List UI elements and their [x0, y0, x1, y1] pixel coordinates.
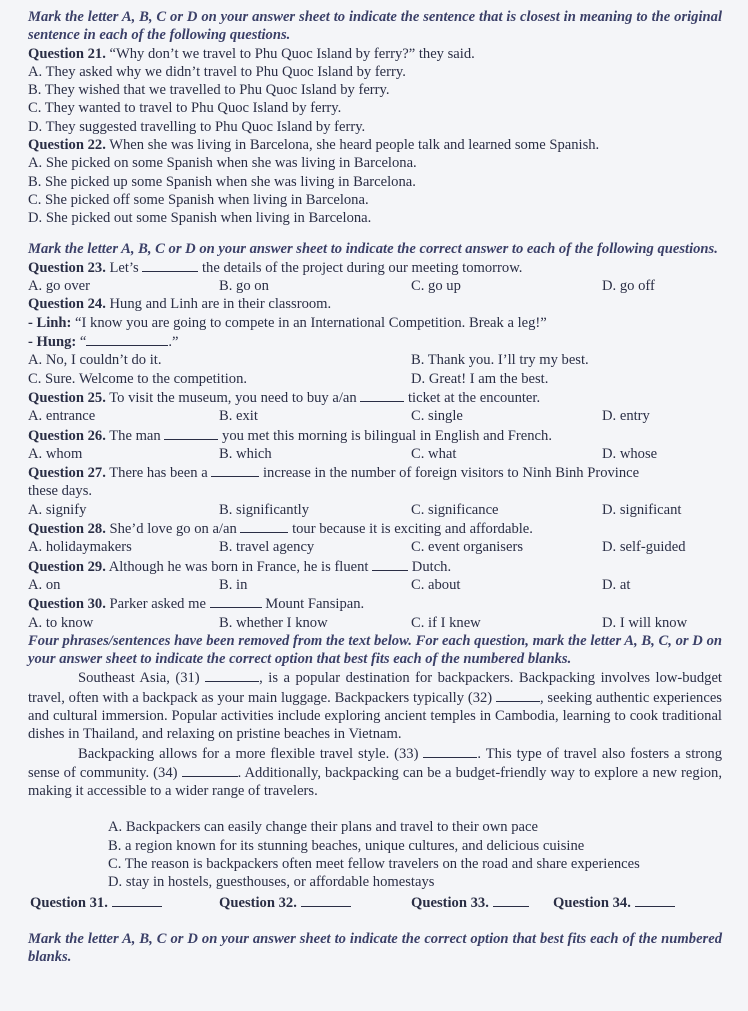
option-b: B. in [219, 576, 248, 593]
answer-label: Question 34. [553, 894, 631, 911]
question-text-post: you met this morning is bilingual in English and French. [222, 427, 552, 444]
question-label: Question 28. [28, 521, 106, 538]
question-label: Question 26. [28, 427, 106, 444]
answer-label: Question 33. [411, 894, 489, 911]
question-27 [28, 463, 722, 482]
linh-line: “I know you are going to compete in an International Competition. Break a leg!” [75, 314, 547, 331]
passage-choices [28, 818, 722, 891]
question-29 [28, 557, 722, 576]
option-b: B. whether I know [219, 614, 328, 631]
question-30 [28, 594, 722, 613]
option-b: B. exit [219, 408, 258, 425]
option-d: D. entry [602, 408, 650, 425]
question-label: Question 22. [28, 137, 106, 154]
q24-options-row2 [28, 370, 722, 388]
option-d: D. Great! I am the best. [411, 370, 549, 387]
answer-33 [411, 893, 553, 912]
q23-options [28, 277, 722, 295]
q21-option-c: C. They wanted to travel to Phu Quoc Island by ferry. [28, 100, 342, 117]
question-text-pre: Let’s [109, 259, 139, 276]
answer-34 [553, 893, 722, 912]
passage-text: . Additionally, backpacking can be a budget-friendly way to explore a new region, making it accessible to a wider range of travelers. [28, 764, 722, 800]
question-text-post: ticket at the encounter. [408, 389, 541, 406]
option-a: A. entrance [28, 408, 96, 425]
question-text-pre: The man [109, 427, 161, 444]
question-label: Question 30. [28, 596, 106, 613]
question-28 [28, 519, 722, 538]
answer-label: Question 31. [30, 894, 108, 911]
q22-option-d: D. She picked out some Spanish when living in Barcelona. [28, 210, 372, 227]
question-text-pre: To visit the museum, you need to buy a/an [109, 389, 357, 406]
question-23 [28, 258, 722, 277]
q24-options-row1 [28, 351, 722, 369]
question-text-post: Mount Fansipan. [265, 596, 365, 613]
q21-option-b: B. They wished that we travelled to Phu Quoc Island by ferry. [28, 82, 390, 99]
answer-blank [301, 893, 351, 907]
passage-paragraph-1 [28, 668, 722, 743]
option-a: A. on [28, 576, 61, 593]
option-a: A. signify [28, 501, 87, 518]
answer-blank [142, 258, 198, 272]
question-text-post: increase in the number of foreign visitors to Ninh Binh Province [263, 465, 640, 482]
question-label: Question 25. [28, 389, 106, 406]
dialogue-linh [28, 314, 722, 332]
option-d: D. I will know [602, 614, 688, 631]
option-c: C. Sure. Welcome to the competition. [28, 370, 248, 387]
question-text-post: tour because it is exciting and affordable. [292, 521, 533, 538]
speaker-hung: - Hung: [28, 334, 77, 351]
section1-instruction: Mark the letter A, B, C or D on your answer sheet to indicate the sentence that is closest in meaning to the original sentence in each of the following questions. [28, 9, 722, 44]
option-d: D. self-guided [602, 539, 686, 556]
passage-text: , is a popular destination for backpackers. Backpacking involves low-budget travel, often with a backpack as your main luggage. Backpackers typically (32) [28, 670, 722, 706]
choice-c: C. The reason is backpackers often meet fellow travelers on the road and share experiences [108, 856, 640, 873]
q29-options [28, 576, 722, 594]
answer-blank [360, 388, 404, 402]
answer-line [28, 893, 722, 912]
answer-blank [112, 893, 162, 907]
option-b: B. go on [219, 278, 269, 295]
question-text-pre: There has been a [109, 465, 208, 482]
blank-34 [182, 763, 238, 777]
choice-d: D. stay in hostels, guesthouses, or affordable homestays [108, 874, 435, 891]
hung-open-quote: “ [79, 334, 87, 351]
option-a: A. holidaymakers [28, 539, 132, 556]
answer-blank [164, 426, 218, 440]
q27-options [28, 501, 722, 519]
option-a: A. to know [28, 614, 94, 631]
passage-paragraph-2 [28, 744, 722, 801]
answer-blank [493, 893, 529, 907]
speaker-linh: - Linh: [28, 314, 72, 331]
answer-label: Question 32. [219, 894, 297, 911]
question-text-pre: She’d love go on a/an [109, 521, 237, 538]
passage-text: Southeast Asia, (31) [78, 670, 200, 687]
question-25 [28, 388, 722, 407]
option-b: B. Thank you. I’ll try my best. [411, 352, 589, 369]
option-c: C. about [411, 576, 461, 593]
q22-option-b: B. She picked up some Spanish when she was living in Barcelona. [28, 173, 416, 190]
option-c: C. single [411, 408, 463, 425]
question-text-pre: Parker asked me [109, 596, 206, 613]
question-label: Question 24. [28, 296, 106, 313]
question-text: “Why don’t we travel to Phu Quoc Island by ferry?” they said. [109, 45, 475, 62]
question-label: Question 29. [28, 558, 106, 575]
answer-blank [210, 594, 262, 608]
option-d: D. at [602, 576, 631, 593]
answer-31 [28, 893, 219, 912]
answer-blank [635, 893, 675, 907]
q21-option-a: A. They asked why we didn’t travel to Phu Quoc Island by ferry. [28, 63, 406, 80]
q30-options [28, 614, 722, 632]
section2-instruction: Mark the letter A, B, C or D on your answer sheet to indicate the correct answer to each of the following questions. [28, 240, 718, 257]
option-c: C. go up [411, 278, 461, 295]
question-21 [28, 45, 722, 63]
option-d: D. significant [602, 501, 682, 518]
answer-blank [240, 519, 288, 533]
q26-options [28, 445, 722, 463]
q22-option-c: C. She picked off some Spanish when living in Barcelona. [28, 191, 369, 208]
q25-options [28, 407, 722, 425]
section4-instruction: Mark the letter A, B, C or D on your answer sheet to indicate the correct option that best fits each of the numbered blanks. [28, 930, 722, 966]
question-24 [28, 295, 722, 313]
blank-31 [205, 668, 259, 682]
blank-33 [423, 744, 477, 758]
passage-text: Backpacking allows for a more flexible travel style. (33) [78, 745, 419, 762]
section3-instruction: Four phrases/sentences have been removed from the text below. For each question, mark the letter A, B, C, or D on your answer sheet to indicate the correct option that best fits each of the numbered blanks. [28, 632, 722, 668]
q28-options [28, 538, 722, 556]
option-d: D. whose [602, 445, 658, 462]
question-27-continued: these days. [28, 483, 93, 500]
option-c: C. if I knew [411, 614, 481, 631]
dialogue-hung [28, 332, 722, 351]
choice-b: B. a region known for its stunning beaches, unique cultures, and delicious cuisine [108, 837, 585, 854]
question-26 [28, 426, 722, 445]
choice-a: A. Backpackers can easily change their plans and travel to their own pace [108, 819, 538, 836]
hung-close-quote: .” [168, 334, 179, 351]
q21-option-d: D. They suggested travelling to Phu Quoc Island by ferry. [28, 118, 366, 135]
option-d: D. go off [602, 278, 655, 295]
option-b: B. travel agency [219, 539, 315, 556]
option-a: A. whom [28, 445, 83, 462]
question-label: Question 23. [28, 259, 106, 276]
option-c: C. what [411, 445, 457, 462]
answer-32 [219, 893, 411, 912]
passage-text: . This type of travel also fosters a strong sense of community. (34) [28, 745, 722, 781]
question-text-pre: Although he was born in France, he is fluent [108, 558, 369, 575]
passage-text: , seeking authentic experiences and cultural immersion. Popular activities include exploring ancient temples in Cambodia, learning to cook traditional dishes in Thailand, and relaxing on pristine beaches in Vietnam. [28, 689, 722, 743]
q22-option-a: A. She picked on some Spanish when she was living in Barcelona. [28, 155, 417, 172]
question-label: Question 21. [28, 45, 106, 62]
option-a: A. No, I couldn’t do it. [28, 352, 162, 369]
question-text-post: the details of the project during our meeting tomorrow. [202, 259, 523, 276]
question-text: When she was living in Barcelona, she heard people talk and learned some Spanish. [109, 137, 600, 154]
question-text-post: Dutch. [411, 558, 452, 575]
option-a: A. go over [28, 278, 91, 295]
option-b: B. significantly [219, 501, 309, 518]
question-label: Question 27. [28, 465, 106, 482]
question-22 [28, 136, 722, 154]
option-b: B. which [219, 445, 272, 462]
option-c: C. significance [411, 501, 499, 518]
answer-blank [372, 557, 408, 571]
answer-blank [211, 463, 259, 477]
question-text: Hung and Linh are in their classroom. [109, 296, 332, 313]
answer-blank [86, 332, 168, 346]
blank-32 [496, 688, 540, 702]
option-c: C. event organisers [411, 539, 523, 556]
